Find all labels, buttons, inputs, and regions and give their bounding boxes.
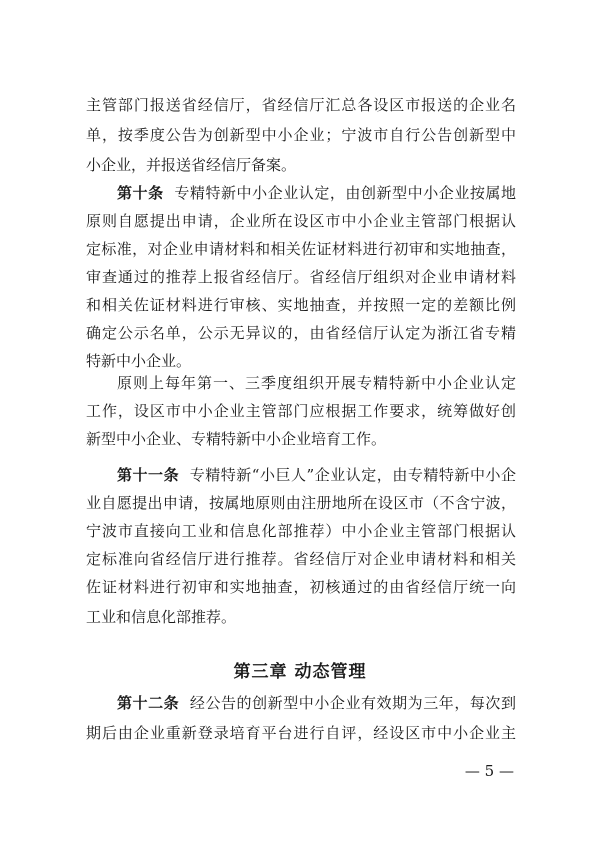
text-line: 宁波市直接向工业和信息化部推荐）中小企业主管部门根据认: [86, 522, 516, 540]
text-line: 业自愿提出申请，按属地原则由注册地所在设区市（不含宁波，: [86, 494, 516, 512]
chapter-heading: 第三章 动态管理: [233, 662, 367, 682]
page-number: — 5 —: [464, 762, 514, 780]
article-11-label: 第十一条: [117, 466, 180, 484]
text-line: 工作，设区市中小企业主管部门应根据工作要求，统筹做好创: [86, 402, 516, 420]
article-10-label: 第十条: [117, 184, 164, 202]
article-11-text: 专精特新“小巨人”企业认定，由专精特新中小企: [189, 466, 516, 484]
article-11-first-line: [117, 466, 516, 484]
text-line: 特新中小企业。: [86, 352, 192, 370]
article-10-first-line: [117, 184, 516, 202]
article-12-label: 第十二条: [117, 694, 180, 712]
text-line: 定标准，对企业申请材料和相关佐证材料进行初审和实地抽查，: [86, 240, 516, 258]
text-line: 原则上每年第一、三季度组织开展专精特新中小企业认定: [117, 374, 516, 392]
text-line: 确定公示名单，公示无异议的，由省经信厅认定为浙江省专精: [86, 324, 516, 342]
text-line: 期后由企业重新登录培育平台进行自评，经设区市中小企业主: [86, 724, 516, 742]
text-line: 工业和信息化部推荐。: [86, 608, 237, 626]
text-line: 定标准向省经信厅进行推荐。省经信厅对企业申请材料和相关: [86, 550, 516, 568]
text-line: 原则自愿提出申请，企业所在设区市中小企业主管部门根据认: [86, 212, 516, 230]
article-12-text: 经公告的创新型中小企业有效期为三年，每次到: [189, 694, 516, 712]
text-line: 小企业，并报送省经信厅备案。: [86, 156, 297, 174]
text-line: 佐证材料进行初审和实地抽查，初核通过的由省经信厅统一向: [86, 578, 516, 596]
text-line: 审查通过的推荐上报省经信厅。省经信厅组织对企业申请材料: [86, 268, 516, 286]
article-10-text: 专精特新中小企业认定，由创新型中小企业按属地: [174, 184, 516, 202]
text-line: 单，按季度公告为创新型中小企业；宁波市自行公告创新型中: [86, 126, 516, 144]
text-line: 和相关佐证材料进行审核、实地抽查，并按照一定的差额比例: [86, 296, 516, 314]
text-line: 新型中小企业、专精特新中小企业培育工作。: [86, 430, 387, 448]
text-line: 主管部门报送省经信厅，省经信厅汇总各设区市报送的企业名: [86, 96, 516, 114]
article-12-first-line: [117, 694, 516, 712]
